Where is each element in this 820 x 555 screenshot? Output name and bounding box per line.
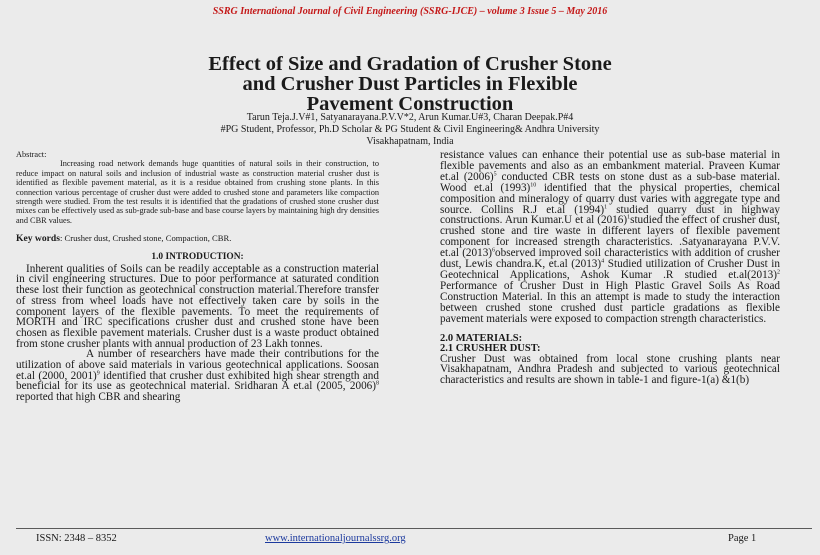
citation-sup: 6 (492, 247, 496, 254)
title-line-1: Effect of Size and Gradation of Crusher Stone (208, 53, 612, 75)
affiliation-line-1: #PG Student, Professor, Ph.D Scholar & PG Student & Civil Engineering& Andhra University (220, 124, 600, 135)
intro-heading: 1.0 INTRODUCTION: (151, 252, 244, 263)
footer-website-link[interactable]: www.internationaljournalssrg.org (265, 533, 406, 544)
abstract (16, 150, 379, 225)
crusher-dust-heading: 2.1 CRUSHER DUST: (440, 342, 541, 354)
left-column (16, 150, 379, 403)
intro-p2-text-b: identified that crusher dust exhibited high shear strength and beneficial for its use as geotechnical material. Sridharan A et.al (2005, 2006) (16, 369, 379, 393)
rc-text-d: studied quarry dust in highway constructions. Arun Kumar.U et al (2016) (440, 203, 780, 227)
journal-header: SSRG International Journal of Civil Engineering (SSRG-IJCE) – volume 3 Issue 5 – May 2016 (212, 6, 608, 17)
title-line-2: and Crusher Dust Particles in Flexible (242, 73, 578, 95)
intro-paragraph-2 (16, 349, 379, 403)
citation-sup: 5 (493, 171, 497, 178)
citation-sup: 10 (530, 181, 537, 188)
intro-p2-text-a: A number of researchers have made their contributions for the utilization of above said materials in various geotechnical applications. Soosan et.al (2000, 2001) (16, 348, 379, 382)
author-names: Tarun Teja.J.V#1, Satyanarayana.P.V.V*2, Arun Kumar.U#3, Charan Deepak.P#4 (246, 112, 574, 123)
paper-title (10, 54, 810, 114)
right-paragraph-1 (440, 150, 780, 325)
author-block (10, 112, 810, 148)
abstract-label: Abstract: (16, 150, 47, 159)
citation-sup: 2 (777, 269, 780, 276)
keywords-text: : Crusher dust, Crushed stone, Compaction, CBR. (59, 233, 232, 244)
rc-text-c: identified that the physical properties, chemical composition and mineralogy of quarry dust varies with aggregate type and source. Collins R.J et.al (1994) (440, 181, 780, 216)
affiliation-line-2: Visakhapatnam, India (366, 136, 454, 147)
footer-issn: ISSN: 2348 – 8352 (36, 533, 117, 544)
citation-sup: 1 (604, 203, 608, 210)
citation-sup: 1 (627, 214, 631, 221)
keywords (16, 234, 379, 244)
citation-sup: 9 (96, 370, 100, 377)
keywords-label: Key words (16, 233, 60, 245)
rc-text-e: studied the effect of crusher dust, crushed stone and tire waste in different layers of flexible pavement component for increased strength characteristics. .Satyanarayana P.V.V. et.al (2013) (440, 214, 780, 260)
citation-sup: 8 (376, 380, 379, 387)
right-column (440, 150, 780, 386)
rc-text-a: resistance values can enhance their potential use as sub-base material in flexible pavements and also as an embankment material. Praveen Kumar et.al (2006) (440, 149, 780, 183)
title-line-3: Pavement Construction (306, 93, 514, 115)
intro-p2-text-c: reported that high CBR and shearing (16, 391, 181, 404)
abstract-text: Increasing road network demands huge quantities of natural soils in their construction, to reduce impact on natural soils and inclusion of industrial waste as construction material crusher dust is identified as flexible pavement material, as it is a residue obtained from crushing stone plants. In this connection various percentage of crusher dust were added to crushed stone and parameters like compaction strength were studied. From the test results it is identified that the gradations of crushed stone crusher dust mixes can be effectively used as sub-grade sub-base and base course layers by maintaining high dry densities and CBR values. (16, 159, 379, 225)
intro-paragraph-1: Inherent qualities of Soils can be readily acceptable as a construction material in civil engineering structures. Due to poor performance at saturated condition these lost their function as geotechnical construction material.Therefore transfer of stress from wheel loads have not effectively taken care by soils in the component layers of the flexible pavements. To meet the requirements of MORTH and IRC specifications crusher dust and crushed stone have been chosen as flexible pavement materials. Crusher dust is a waste product obtained from stone crusher plants with annual production of 23 Lakh tonnes. (16, 262, 379, 350)
rc-text-f: observed improved soil characteristics with addition of crusher dust, Lewis chandra.K, et.al (2013) (440, 247, 780, 271)
right-paragraph-2: Crusher Dust was obtained from local stone crushing plants near Visakhapatnam, Andhra Pradesh and subjected to various geotechnical characteristics and results are shown in table-1 and figure-1(a) &1(b) (440, 352, 780, 387)
materials-heading: 2.0 MATERIALS: (440, 332, 523, 344)
footer-page-number: Page 1 (728, 533, 757, 544)
rc-text-g: Studied utilization of Crusher Dust in Geotechnical Applications, Ashok Kumar .R studied et.al(2013) (440, 258, 781, 281)
footer-divider (16, 528, 812, 529)
citation-sup: 4 (601, 258, 605, 265)
rc-text-b: conducted CBR tests on stone dust as a sub-base material. Wood et.al (1993) (440, 170, 780, 194)
rc-text-h: Performance of Crusher Dust in High Plastic Gravel Soils As Road Construction Material. In this an attempt is made to study the interaction between crushed stone crushed dust particle gradations as flexible pavement materials were exposed to compaction strength characteristics. (440, 279, 780, 325)
